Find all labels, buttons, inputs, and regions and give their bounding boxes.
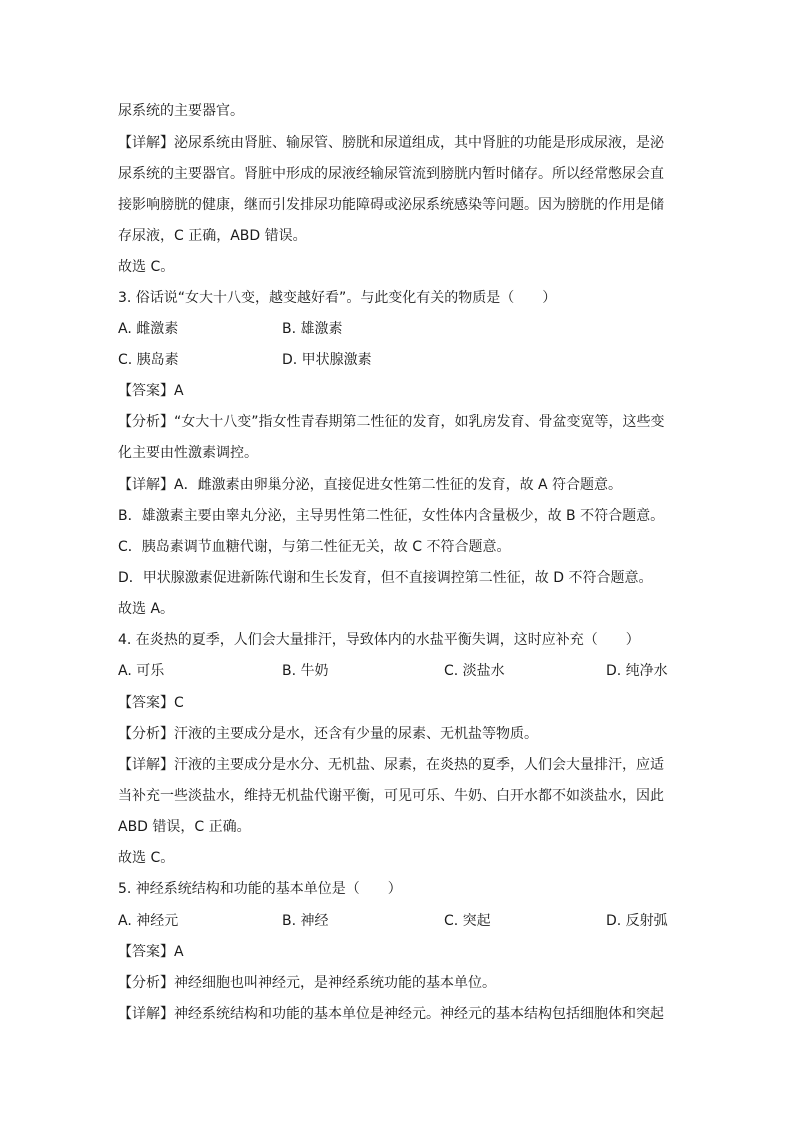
- q3-option-d: D. 甲状腺激素: [282, 352, 372, 368]
- q5-option-b: B. 神经: [282, 913, 329, 929]
- text-line: 尿系统的主要器官。: [118, 103, 244, 119]
- q4-option-b: B. 牛奶: [282, 663, 329, 679]
- q5-option-d: D. 反射弧: [606, 913, 668, 929]
- q5-option-c: C. 突起: [444, 913, 491, 929]
- answer-label: 【答案】C: [118, 695, 184, 711]
- q4-option-c: C. 淡盐水: [444, 663, 505, 679]
- text-line: 化主要由性激素调控。: [118, 445, 258, 461]
- text-line: 【分析】“女大十八变”指女性青春期第二性征的发育，如乳房发育、骨盆变宽等，这些变: [118, 414, 665, 430]
- text-line: ABD 错误，C 正确。: [118, 819, 251, 835]
- question-3-stem: 3. 俗话说“女大十八变，越变越好看”。与此变化有关的物质是（ ）: [118, 290, 557, 306]
- text-line: B．雄激素主要由睾丸分泌，主导男性第二性征，女性体内含量极少，故 B 不符合题意。: [118, 508, 665, 524]
- text-line: 故选 A。: [118, 601, 175, 617]
- text-line: C．胰岛素调节血糖代谢，与第二性征无关，故 C 不符合题意。: [118, 539, 511, 555]
- q5-option-a: A. 神经元: [118, 913, 179, 929]
- text-line: 【分析】汗液的主要成分是水，还含有少量的尿素、无机盐等物质。: [118, 726, 538, 742]
- q3-option-b: B. 雄激素: [282, 321, 343, 337]
- text-line: 【详解】泌尿系统由肾脏、输尿管、膀胱和尿道组成，其中肾脏的功能是形成尿液，是泌: [118, 135, 664, 151]
- text-line: 【详解】汗液的主要成分是水分、无机盐、尿素，在炎热的夏季，人们会大量排汗，应适: [118, 757, 664, 773]
- text-line: 故选 C。: [118, 259, 175, 275]
- text-line: 故选 C。: [118, 850, 175, 866]
- text-line: 【详解】神经系统结构和功能的基本单位是神经元。神经元的基本结构包括细胞体和突起: [118, 1006, 664, 1022]
- q4-option-a: A. 可乐: [118, 663, 165, 679]
- text-line: 存尿液，C 正确，ABD 错误。: [118, 228, 307, 244]
- text-line: 尿系统的主要器官。肾脏中形成的尿液经输尿管流到膀胱内暂时储存。所以经常憋尿会直: [118, 166, 664, 182]
- q3-option-c: C. 胰岛素: [118, 352, 179, 368]
- answer-label: 【答案】A: [118, 944, 184, 960]
- question-5-stem: 5. 神经系统结构和功能的基本单位是（ ）: [118, 881, 402, 897]
- text-line: D．甲状腺激素促进新陈代谢和生长发育，但不直接调控第二性征，故 D 不符合题意。: [118, 570, 653, 586]
- question-4-stem: 4. 在炎热的夏季，人们会大量排汗，导致体内的水盐平衡失调，这时应补充（ ）: [118, 632, 640, 648]
- text-line: 接影响膀胱的健康，继而引发排尿功能障碍或泌尿系统感染等问题。因为膀胱的作用是储: [118, 197, 664, 213]
- answer-label: 【答案】A: [118, 383, 184, 399]
- text-line: 【详解】A．雌激素由卵巢分泌，直接促进女性第二性征的发育，故 A 符合题意。: [118, 477, 623, 493]
- text-line: 【分析】神经细胞也叫神经元，是神经系统功能的基本单位。: [118, 975, 496, 991]
- q3-option-a: A. 雌激素: [118, 321, 179, 337]
- text-line: 当补充一些淡盐水，维持无机盐代谢平衡，可见可乐、牛奶、白开水都不如淡盐水，因此: [118, 788, 664, 804]
- q4-option-d: D. 纯净水: [606, 663, 668, 679]
